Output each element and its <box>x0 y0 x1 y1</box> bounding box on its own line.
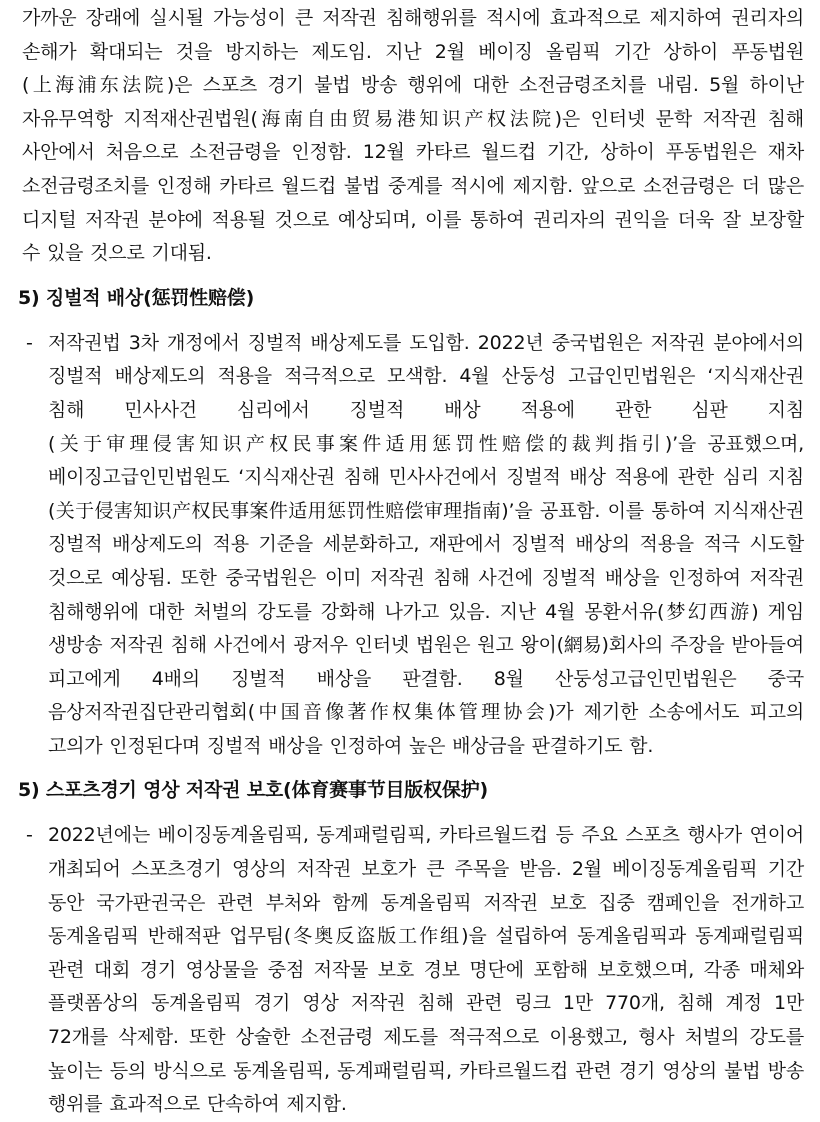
bullet-item <box>18 819 804 1121</box>
document-page <box>0 2 820 1120</box>
intro-paragraph: 가까운 장래에 실시될 가능성이 큰 저작권 침해행위를 적시에 효과적으로 제지하여 권리자의 손해가 확대되는 것을 방지하는 제도임. 지난 2월 베이징 올림픽 기간 상하이 푸동법원(上海浦东法院)은 스포츠 경기 불법 방송 행위에 대한 소전금령조치를 내림. 5월 하이난 자유무역항 지적재산권법원(海南自由贸易港知识产权法院)은 인터넷 문학 저작권 침해 사안에서 처음으로 소전금령을 인정함. 12월 카타르 월드컵 기간, 상하이 푸동법원은 재차 소전금령조치를 인정해 카타르 월드컵 불법 중계를 적시에 제지함. 앞으로 소전금령은 더 많은 디지털 저작권 분야에 적용될 것으로 예상되며, 이를 통하여 권리자의 권익을 더욱 잘 보장할 수 있을 것으로 기대됨. <box>22 7 804 265</box>
section-sports-broadcast-copyright <box>18 775 804 1121</box>
section-heading: 5) 징벌적 배상(惩罚性赔偿) <box>18 286 255 309</box>
bullet-paragraph: 저작권법 3차 개정에서 징벌적 배상제도를 도입함. 2022년 중국법원은 저작권 분야에서의 징벌적 배상제도의 적용을 적극적으로 모색함. 4월 산둥성 고급인민법원은 ‘지식재산권 침해 민사사건 심리에서 징벌적 배상 적용에 관한 심판 지침(关于审理侵害知识产权民事案件适用惩罚性赔偿的裁判指引)’을 공표했으며, 베이징고급인민법원도 ‘지식재산권 침해 민사사건에서 징벌적 배상 적용에 관한 심리 지침(关于侵害知识产权民事案件适用惩罚性赔偿审理指南)’을 공표함. 이를 통하여 지식재산권 징벌적 배상제도의 적용 기준을 세분화하고, 재판에서 징벌적 배상의 적용을 적극 시도할 것으로 예상됨. 또한 중국법원은 이미 저작권 침해 사건에 징벌적 배상을 인정하여 저작권 침해행위에 대한 처벌의 강도를 강화해 나가고 있음. 지난 4월 몽환서유(梦幻西游) 게임 생방송 저작권 침해 사건에서 광저우 인터넷 법원은 원고 왕이(網易)회사의 주장을 받아들여 피고에게 4배의 징벌적 배상을 판결함. 8월 산둥성고급인민법원은 중국 음상저작권집단관리협회(中国音像著作权集体管理协会)가 제기한 소송에서도 피고의 고의가 인정된다며 징벌적 배상을 인정하여 높은 배상금을 판결하기도 함. <box>48 331 804 757</box>
bullet-dash: - <box>26 824 33 847</box>
bullet-dash: - <box>26 331 33 354</box>
section-punitive-damages <box>18 283 804 764</box>
bullet-item <box>18 327 804 764</box>
section-heading: 5) 스포츠경기 영상 저작권 보호(体育赛事节目版权保护) <box>18 779 488 802</box>
bullet-paragraph: 2022년에는 베이징동계올림픽, 동계패럴림픽, 카타르월드컵 등 주요 스포츠 행사가 연이어 개최되어 스포츠경기 영상의 저작권 보호가 큰 주목을 받음. 2월 베이징동계올림픽 기간 동안 국가판권국은 관련 부처와 함께 동계올림픽 저작권 보호 집중 캠페인을 전개하고 동계올림픽 반해적판 업무팀(冬奥反盗版工作组)을 설립하여 동계올림픽과 동계패럴림픽 관련 대회 경기 영상물을 중점 저작물 보호 경보 명단에 포함해 보호했으며, 각종 매체와 플랫폼상의 동계올림픽 경기 영상 저작권 침해 관련 링크 1만 770개, 침해 계정 1만 72개를 삭제함. 또한 상술한 소전금령 제도를 적극적으로 이용했고, 형사 처벌의 강도를 높이는 등의 방식으로 동계올림픽, 동계패럴림픽, 카타르월드컵 관련 경기 영상의 불법 방송 행위를 효과적으로 단속하여 제지함. <box>48 824 804 1116</box>
